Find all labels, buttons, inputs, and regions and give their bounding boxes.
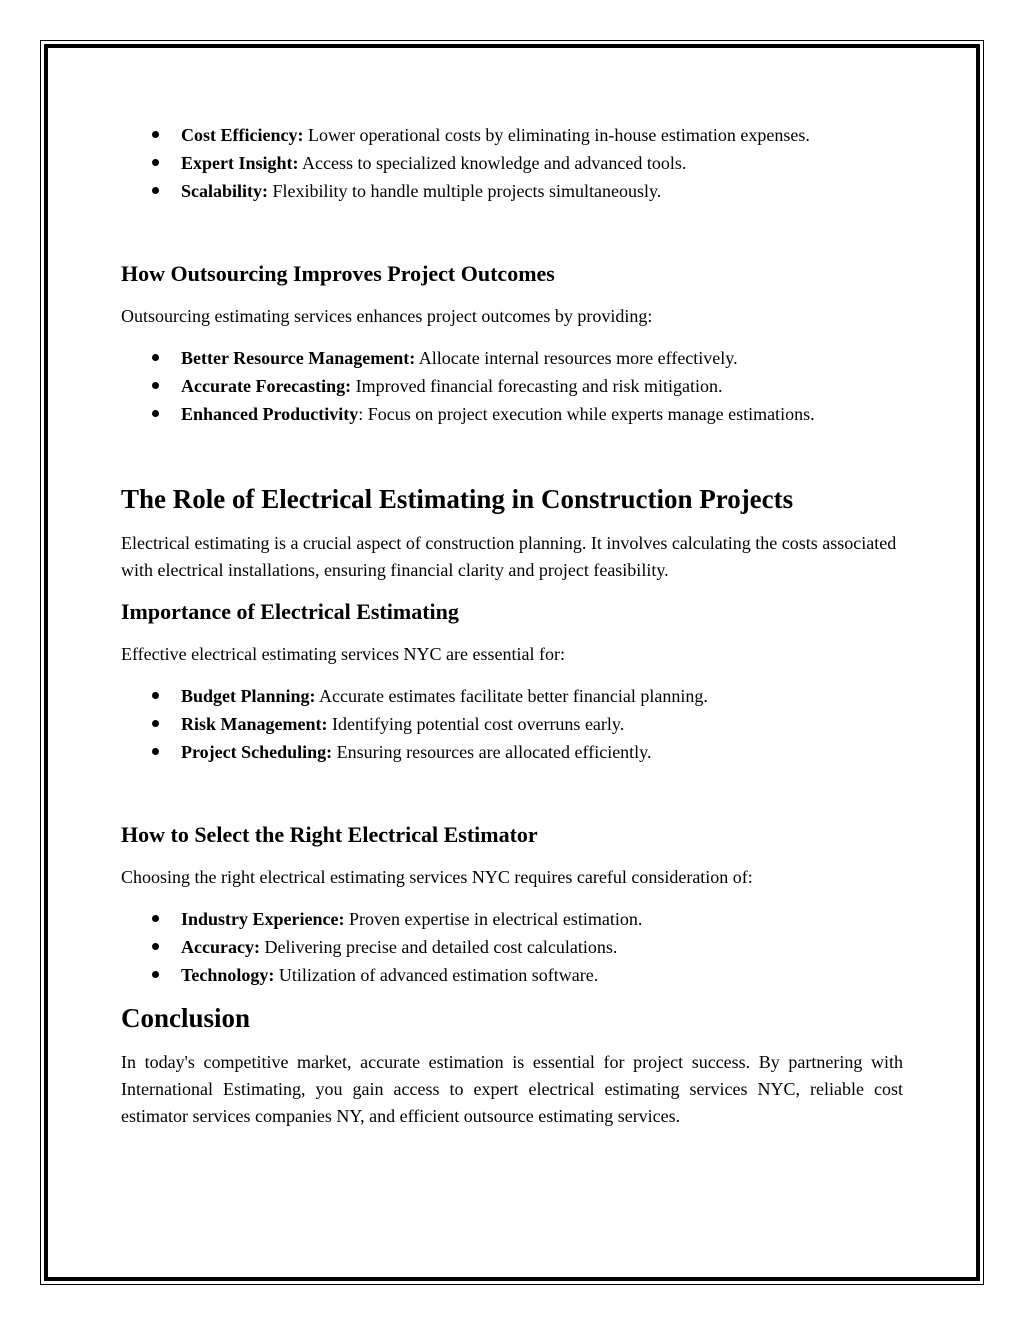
bullet-icon [152,692,159,699]
list-item: Project Scheduling: Ensuring resources are allocated efficiently. [121,738,903,766]
selection-list [121,905,903,989]
benefits-list [121,121,903,205]
list-item: Scalability: Flexibility to handle multiple projects simultaneously. [121,177,903,205]
section-heading: How to Select the Right Electrical Estimator [121,822,538,847]
conclusion-title: Conclusion [121,1003,251,1033]
bullet-icon [152,354,159,361]
section-title: The Role of Electrical Estimating in Construction Projects [121,484,794,514]
bullet-icon [152,971,159,978]
bullet-icon [152,748,159,755]
outcomes-list [121,344,903,428]
bullet-icon [152,382,159,389]
list-item: Better Resource Management: Allocate internal resources more effectively. [121,344,903,372]
section-heading: Importance of Electrical Estimating [121,599,459,624]
list-item: Technology: Utilization of advanced estimation software. [121,961,903,989]
section-intro: Choosing the right electrical estimating services NYC requires careful consideration of: [121,867,753,887]
importance-list [121,682,903,766]
list-item: Risk Management: Identifying potential cost overruns early. [121,710,903,738]
bullet-icon [152,943,159,950]
bullet-icon [152,131,159,138]
list-item: Industry Experience: Proven expertise in electrical estimation. [121,905,903,933]
section-intro: Electrical estimating is a crucial aspect of construction planning. It involves calculating the costs associated with electrical installations, ensuring financial clarity and project feasibility. [121,533,897,580]
document-body [121,121,903,1130]
bullet-icon [152,187,159,194]
list-item: Accuracy: Delivering precise and detailed cost calculations. [121,933,903,961]
bullet-icon [152,410,159,417]
section-intro: Outsourcing estimating services enhances project outcomes by providing: [121,306,653,326]
section-heading: How Outsourcing Improves Project Outcomes [121,261,555,286]
bullet-icon [152,915,159,922]
list-item: Expert Insight: Access to specialized knowledge and advanced tools. [121,149,903,177]
list-item: Accurate Forecasting: Improved financial forecasting and risk mitigation. [121,372,903,400]
bullet-icon [152,720,159,727]
section-intro: Effective electrical estimating services NYC are essential for: [121,644,565,664]
list-item: Enhanced Productivity: Focus on project execution while experts manage estimations. [121,400,903,428]
list-item: Budget Planning: Accurate estimates facilitate better financial planning. [121,682,903,710]
bullet-icon [152,159,159,166]
list-item: Cost Efficiency: Lower operational costs by eliminating in-house estimation expenses. [121,121,903,149]
conclusion-text: In today's competitive market, accurate estimation is essential for project success. By partnering with International Estimating, you gain access to expert electrical estimating services NYC, reliable cost estimator services companies NY, and efficient outsource estimating services. [121,1052,903,1126]
